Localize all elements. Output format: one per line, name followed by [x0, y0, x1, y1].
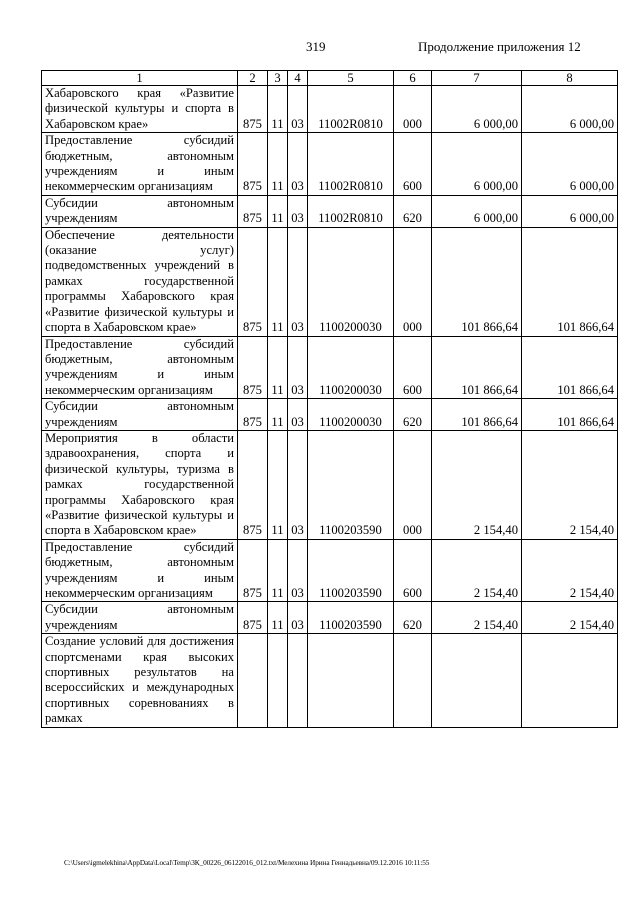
subsection-code: 03 [288, 399, 308, 431]
section-code: 11 [268, 602, 288, 634]
ministry-code: 875 [238, 430, 268, 539]
page-number: 319 [306, 39, 326, 54]
section-code: 11 [268, 539, 288, 602]
expense-type-code: 600 [394, 336, 432, 399]
expense-type-code: 600 [394, 539, 432, 602]
column-header: 5 [308, 71, 394, 86]
subsection-code: 03 [288, 227, 308, 336]
ministry-code: 875 [238, 539, 268, 602]
amount-2018 [522, 634, 618, 727]
table-row [42, 86, 618, 133]
table-row [42, 336, 618, 399]
ministry-code: 875 [238, 399, 268, 431]
subsection-code: 03 [288, 336, 308, 399]
section-code: 11 [268, 86, 288, 133]
ministry-code: 875 [238, 86, 268, 133]
subsection-code: 03 [288, 430, 308, 539]
row-description: Субсидии автономным учреждениям [42, 399, 238, 431]
amount-2017: 2 154,40 [432, 602, 522, 634]
column-header: 2 [238, 71, 268, 86]
amount-2018: 6 000,00 [522, 86, 618, 133]
table-row [42, 133, 618, 196]
target-article-code: 1100203590 [308, 430, 394, 539]
amount-2018: 2 154,40 [522, 539, 618, 602]
section-code: 11 [268, 336, 288, 399]
expense-type-code: 620 [394, 195, 432, 227]
subsection-code: 03 [288, 539, 308, 602]
section-code: 11 [268, 195, 288, 227]
amount-2018: 101 866,64 [522, 227, 618, 336]
amount-2017: 2 154,40 [432, 539, 522, 602]
column-header: 4 [288, 71, 308, 86]
footer-file-path: C:\Users\igmelekhina\AppData\Local\Temp\3К_00226_06122016_012.txt/Мелехина Ирина Геннадьевна/09.12.2016 10:11:55 [64, 858, 430, 867]
subsection-code [288, 634, 308, 727]
table-row [42, 634, 618, 727]
row-description: Предоставление субсидий бюджетным, автономным учреждениям и иным некоммерческим организациям [42, 133, 238, 196]
continuation-label: Продолжение приложения 12 [418, 39, 581, 54]
amount-2017: 101 866,64 [432, 399, 522, 431]
amount-2017: 2 154,40 [432, 430, 522, 539]
amount-2017: 6 000,00 [432, 133, 522, 196]
section-code: 11 [268, 399, 288, 431]
ministry-code [238, 634, 268, 727]
amount-2018: 2 154,40 [522, 430, 618, 539]
row-description: Предоставление субсидий бюджетным, автономным учреждениям и иным некоммерческим организациям [42, 336, 238, 399]
target-article-code: 1100203590 [308, 539, 394, 602]
row-description: Обеспечение деятельности (оказание услуг) подведомственных учреждений в рамках государственной программы Хабаровского края «Развитие физической культуры и спорта в Хабаровском крае» [42, 227, 238, 336]
row-description: Субсидии автономным учреждениям [42, 602, 238, 634]
column-header: 3 [268, 71, 288, 86]
amount-2017: 6 000,00 [432, 86, 522, 133]
table-row [42, 430, 618, 539]
ministry-code: 875 [238, 227, 268, 336]
column-header: 8 [522, 71, 618, 86]
expense-type-code [394, 634, 432, 727]
target-article-code: 1100203590 [308, 602, 394, 634]
column-header: 7 [432, 71, 522, 86]
table-row [42, 602, 618, 634]
expense-type-code: 000 [394, 430, 432, 539]
target-article-code: 1100200030 [308, 336, 394, 399]
amount-2018: 6 000,00 [522, 133, 618, 196]
subsection-code: 03 [288, 195, 308, 227]
amount-2017 [432, 634, 522, 727]
section-code [268, 634, 288, 727]
column-header: 1 [42, 71, 238, 86]
table-header-row [42, 71, 618, 86]
budget-table [41, 70, 618, 728]
target-article-code: 11002R0810 [308, 86, 394, 133]
target-article-code: 1100200030 [308, 399, 394, 431]
amount-2018: 6 000,00 [522, 195, 618, 227]
amount-2018: 2 154,40 [522, 602, 618, 634]
subsection-code: 03 [288, 133, 308, 196]
expense-type-code: 620 [394, 602, 432, 634]
ministry-code: 875 [238, 336, 268, 399]
row-description: Субсидии автономным учреждениям [42, 195, 238, 227]
amount-2018: 101 866,64 [522, 399, 618, 431]
row-description: Мероприятия в области здравоохранения, спорта и физической культуры, туризма в рамках государственной программы Хабаровского края «Развитие физической культуры и спорта в Хабаровском крае» [42, 430, 238, 539]
amount-2018: 101 866,64 [522, 336, 618, 399]
target-article-code: 1100200030 [308, 227, 394, 336]
row-description: Хабаровского края «Развитие физической культуры и спорта в Хабаровском крае» [42, 86, 238, 133]
ministry-code: 875 [238, 195, 268, 227]
ministry-code: 875 [238, 602, 268, 634]
expense-type-code: 000 [394, 227, 432, 336]
ministry-code: 875 [238, 133, 268, 196]
amount-2017: 101 866,64 [432, 336, 522, 399]
section-code: 11 [268, 133, 288, 196]
subsection-code: 03 [288, 86, 308, 133]
target-article-code: 11002R0810 [308, 133, 394, 196]
subsection-code: 03 [288, 602, 308, 634]
expense-type-code: 600 [394, 133, 432, 196]
section-code: 11 [268, 430, 288, 539]
row-description: Предоставление субсидий бюджетным, автономным учреждениям и иным некоммерческим организациям [42, 539, 238, 602]
table-row [42, 399, 618, 431]
target-article-code [308, 634, 394, 727]
table-row [42, 227, 618, 336]
row-description: Создание условий для достижения спортсменами края высоких спортивных результатов на всероссийских и международных спортивных соревнованиях в рамках [42, 634, 238, 727]
expense-type-code: 000 [394, 86, 432, 133]
table-row [42, 539, 618, 602]
amount-2017: 6 000,00 [432, 195, 522, 227]
column-header: 6 [394, 71, 432, 86]
target-article-code: 11002R0810 [308, 195, 394, 227]
amount-2017: 101 866,64 [432, 227, 522, 336]
expense-type-code: 620 [394, 399, 432, 431]
section-code: 11 [268, 227, 288, 336]
table-row [42, 195, 618, 227]
